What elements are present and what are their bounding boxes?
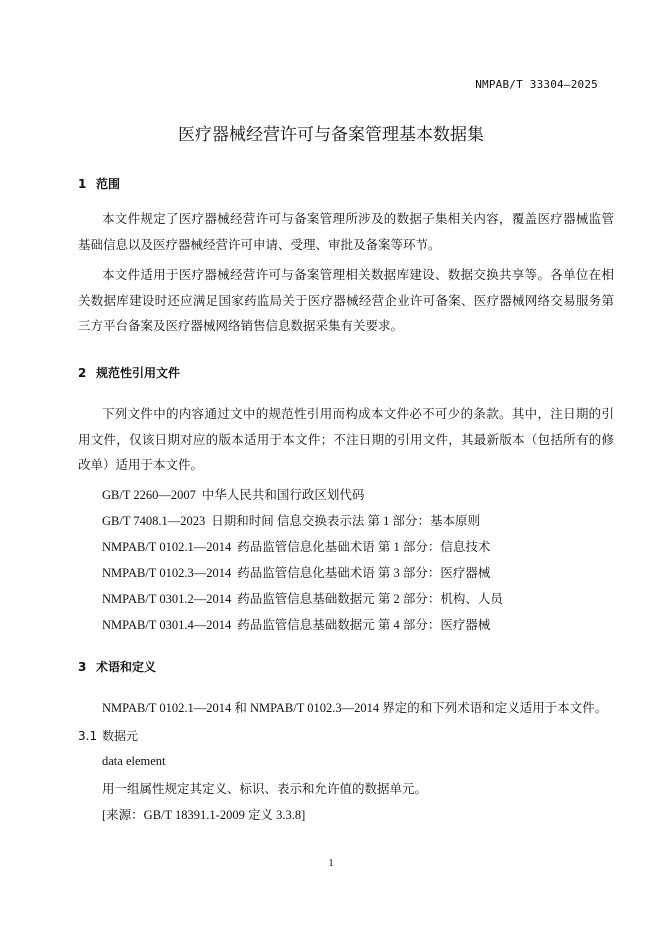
document-number: NMPAB/T 33304—2025 [475, 78, 598, 91]
reference-code: GB/T 2260—2007 [102, 488, 196, 502]
reference-code: NMPAB/T 0301.2—2014 [102, 592, 232, 606]
reference-item [102, 511, 480, 529]
section-title: 术语和定义 [96, 660, 157, 674]
term-definition: 用一组属性规定其定义、标识、表示和允许值的数据单元。 [102, 782, 428, 796]
reference-item [102, 615, 490, 633]
document-title: 医疗器械经营许可与备案管理基本数据集 [178, 125, 484, 145]
section-3-paragraph: NMPAB/T 0102.1—2014 和 NMPAB/T 0102.3—2014 界定的和下列术语和定义适用于本文件。 [102, 701, 608, 715]
reference-item [102, 589, 503, 607]
term-source: [来源：GB/T 18391.1-2009 定义 3.3.8] [102, 808, 306, 822]
section-number: 1 [78, 177, 87, 191]
term-english: data element [102, 754, 166, 768]
section-3-heading [78, 658, 156, 675]
section-2-paragraph: 下列文件中的内容通过文中的规范性引用而构成本文件必不可少的条款。其中，注日期的引用文件，仅该日期对应的版本适用于本文件；不注日期的引用文件，其最新版本（包括所有的修改单）适用于本文件。 [78, 407, 614, 472]
reference-code: NMPAB/T 0102.1—2014 [102, 540, 232, 554]
term-number: 3.1 [78, 729, 98, 743]
section-title: 范围 [96, 177, 121, 191]
section-1-heading [78, 175, 120, 192]
reference-title: 药品监管信息化基础术语 第 1 部分：信息技术 [237, 540, 491, 554]
reference-code: NMPAB/T 0301.4—2014 [102, 618, 232, 632]
reference-title: 中华人民共和国行政区划代码 [201, 488, 365, 502]
reference-item [102, 485, 364, 503]
section-1-paragraph-2: 本文件适用于医疗器械经营许可与备案管理相关数据库建设、数据交换共享等。各单位在相关数据库建设时还应满足国家药监局关于医疗器械经营企业许可备案、医疗器械网络交易服务第三方平台备案及医疗器械网络销售信息数据采集有关要求。 [78, 268, 614, 333]
term-heading [78, 727, 138, 744]
reference-item [102, 563, 490, 581]
section-number: 2 [78, 366, 87, 380]
section-1-paragraph-1: 本文件规定了医疗器械经营许可与备案管理所涉及的数据子集相关内容，覆盖医疗器械监管基础信息以及医疗器械经营许可申请、受理、审批及备案等环节。 [78, 212, 614, 252]
reference-code: NMPAB/T 0102.3—2014 [102, 566, 232, 580]
page-number: 1 [328, 857, 334, 869]
reference-item [102, 537, 490, 555]
reference-title: 药品监管信息基础数据元 第 4 部分：医疗器械 [237, 618, 491, 632]
term-name: 数据元 [102, 729, 139, 743]
section-2-heading [78, 364, 180, 381]
section-title: 规范性引用文件 [96, 366, 181, 380]
reference-title: 日期和时间 信息交换表示法 第 1 部分：基本原则 [211, 514, 481, 528]
section-number: 3 [78, 660, 87, 674]
reference-code: GB/T 7408.1—2023 [102, 514, 206, 528]
reference-title: 药品监管信息基础数据元 第 2 部分：机构、人员 [237, 592, 503, 606]
reference-title: 药品监管信息化基础术语 第 3 部分：医疗器械 [237, 566, 491, 580]
